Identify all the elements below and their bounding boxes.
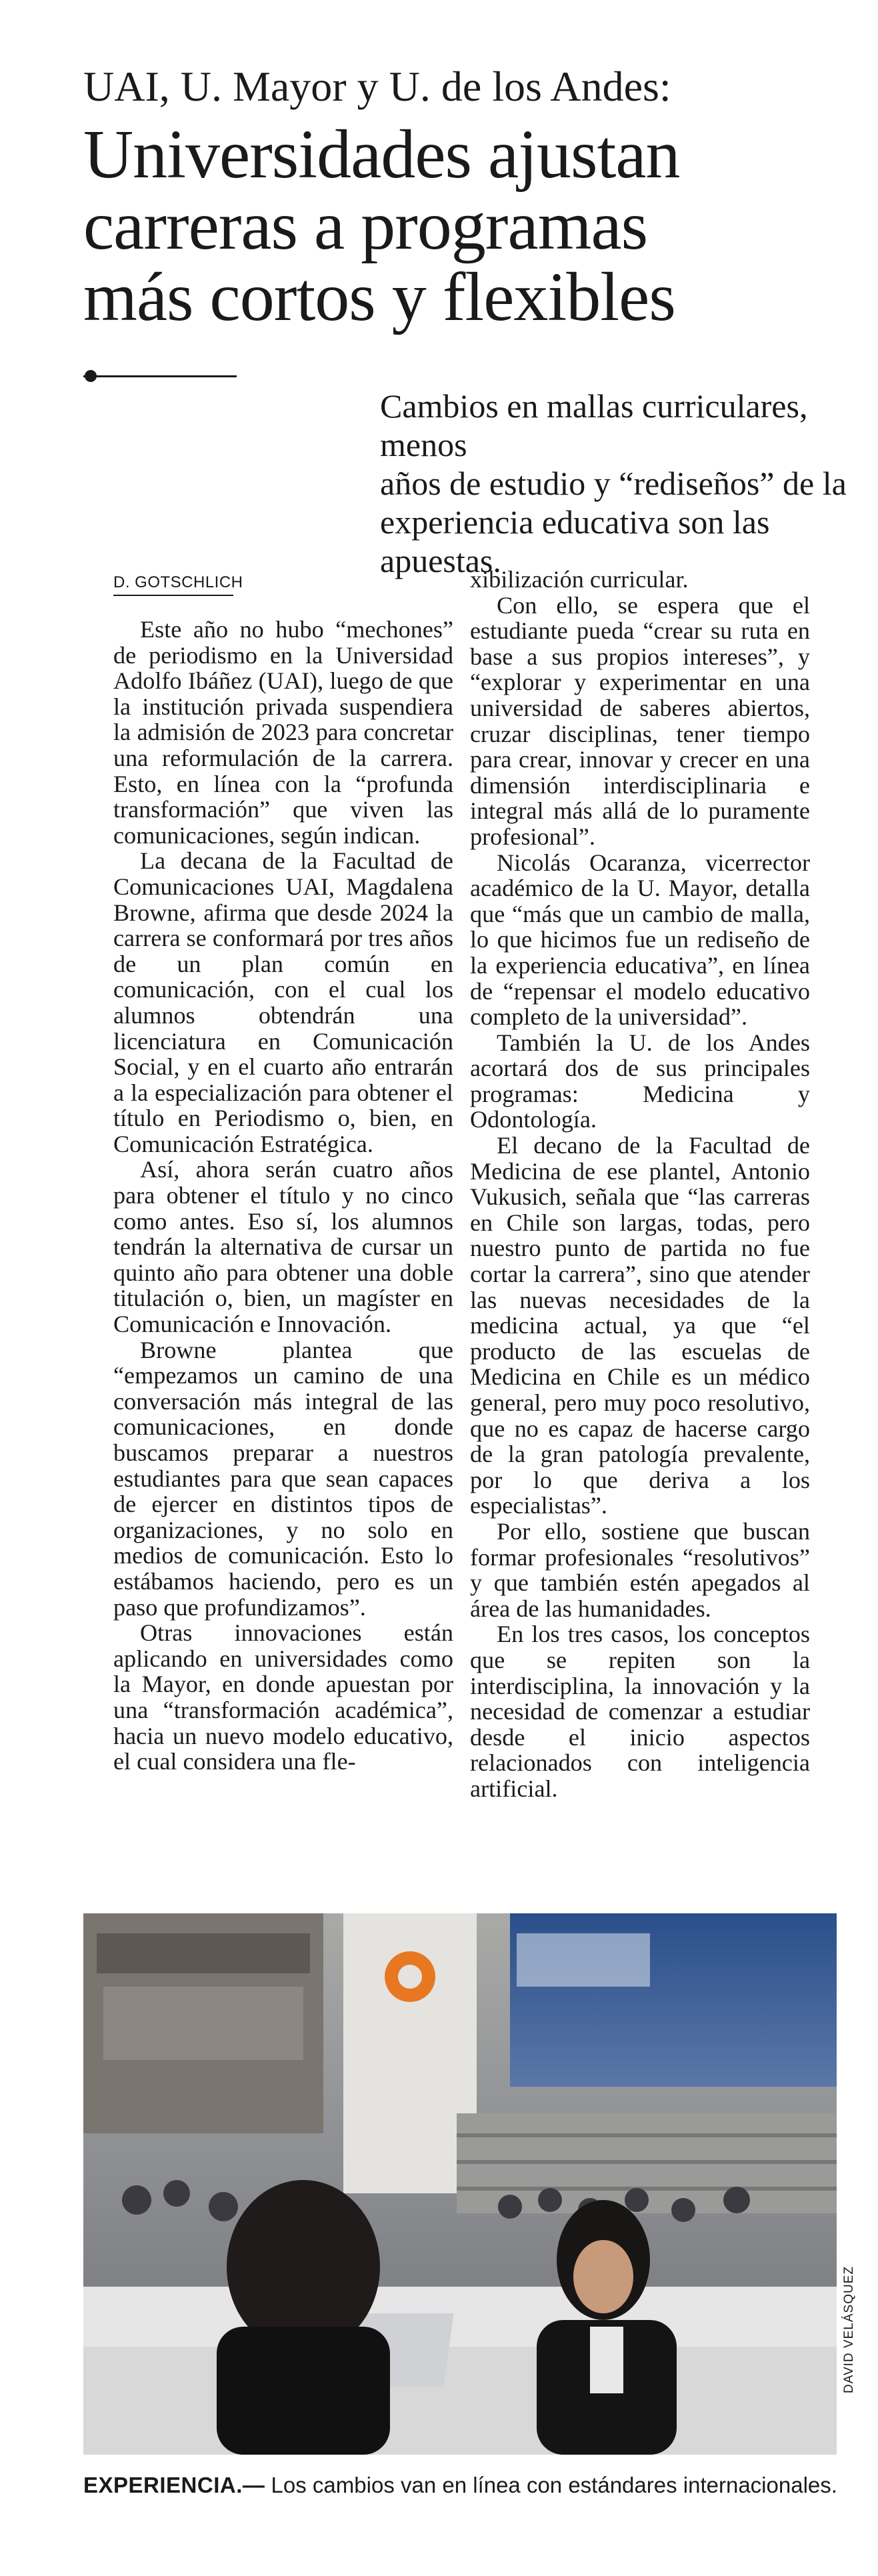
byline-rule <box>113 595 233 596</box>
article-column-2 <box>470 567 810 1802</box>
deck-text <box>380 387 860 580</box>
paragraph: También la U. de los Andes acortará dos de sus principales programas: Medicina y Odontología. <box>470 1029 810 1133</box>
photo-credit: DAVID VELÁSQUEZ <box>842 2266 856 2393</box>
paragraph: Otras innovaciones están aplicando en universidades como la Mayor, en donde apuestan por una “transformación académica”, hacia un nuevo modelo educativo, el cual considera una fle- <box>113 1619 453 1775</box>
paragraph: Por ello, sostiene que buscan formar profesionales “resolutivos” y que también estén apegados al área de las humanidades. <box>470 1517 810 1622</box>
headline-line: más cortos y flexibles <box>83 259 675 335</box>
paragraph: El decano de la Facultad de Medicina de ese plantel, Antonio Vukusich, señala que “las carreras en Chile son largas, todas, pero nuestro punto de partida no fue cortar la carrera”, sino que atender las nuevas necesidades de la medicina actual, ya que “el producto de las escuelas de Medicina en Chile es un médico general, pero muy poco resolutivo, que no es capaz de hacerse cargo de la gran patología prevalente, por lo que deriva a los especialistas”. <box>470 1132 810 1519</box>
photo-illustration <box>83 1913 837 2455</box>
paragraph: Browne plantea que “empezamos un camino de una conversación más integral de las comunicaciones, en donde buscamos preparar a nuestros estudiantes para que sean capaces de ejercer en distintos tipos de organizaciones, y no solo en medios de comunicación. Esto lo estábamos haciendo, pero es un paso que profundizamos”. <box>113 1336 453 1621</box>
paragraph: Este año no hubo “mechones” de periodismo en la Universidad Adolfo Ibáñez (UAI), luego de que la institución privada suspendiera la admisión de 2023 para concretar una reformulación de la carrera. Esto, en línea con la “profunda transformación” que viven las comunicaciones, según indican. <box>113 616 453 849</box>
deck-line: años de estudio y “rediseños” de la <box>380 465 847 502</box>
deck-rule <box>83 375 237 377</box>
article-column-1 <box>113 617 453 1775</box>
photo-caption <box>83 2472 850 2499</box>
caption-label: EXPERIENCIA.— <box>83 2473 265 2497</box>
paragraph: Nicolás Ocaranza, vicerrector académico de la U. Mayor, detalla que “más que un cambio de malla, lo que hicimos fue un rediseño de la experiencia educativa”, en línea de “repensar el modelo educativo completo de la universidad”. <box>470 849 810 1031</box>
caption-text: Los cambios van en línea con estándares internacionales. <box>265 2473 837 2497</box>
deck-line: experiencia educativa son las apuestas. <box>380 503 770 579</box>
article-photo <box>83 1913 837 2455</box>
byline: D. GOTSCHLICH <box>113 573 243 591</box>
paragraph: La decana de la Facultad de Comunicaciones UAI, Magdalena Browne, afirma que desde 2024 la carrera se conformará por tres años de un plan común en comunicación, con el cual los alumnos obtendrán una licenciatura en Comunicación Social, y en el cuarto año entrarán a la especialización para obtener el título en Periodismo o, bien, en Comunicación Estratégica. <box>113 847 453 1157</box>
kicker: UAI, U. Mayor y U. de los Andes: <box>83 63 671 110</box>
paragraph: En los tres casos, los conceptos que se repiten son la interdisciplina, la innovación y la necesidad de comenzar a estudiar desde el inicio aspectos relacionados con inteligencia artificial. <box>470 1621 810 1802</box>
paragraph: xibilización curricular. <box>470 566 689 593</box>
paragraph: Así, ahora serán cuatro años para obtener el título y no cinco como antes. Eso sí, los alumnos tendrán la alternativa de cursar un quinto año para obtener una doble titulación o, bien, un magíster en Comunicación e Innovación. <box>113 1156 453 1338</box>
deck-line: Cambios en mallas curriculares, menos <box>380 387 808 463</box>
headline-line: Universidades ajustan <box>83 116 680 193</box>
paragraph: Con ello, se espera que el estudiante pueda “crear su ruta en base a sus propios intereses”, y “explorar y experimentar en una universidad de saberes abiertos, cruzar disciplinas, tener tiempo para crear, innovar y crecer en una dimensión interdisciplinaria e integral más allá de lo puramente profesional”. <box>470 591 810 850</box>
headline-line: carreras a programas <box>83 187 648 264</box>
headline <box>83 116 837 335</box>
